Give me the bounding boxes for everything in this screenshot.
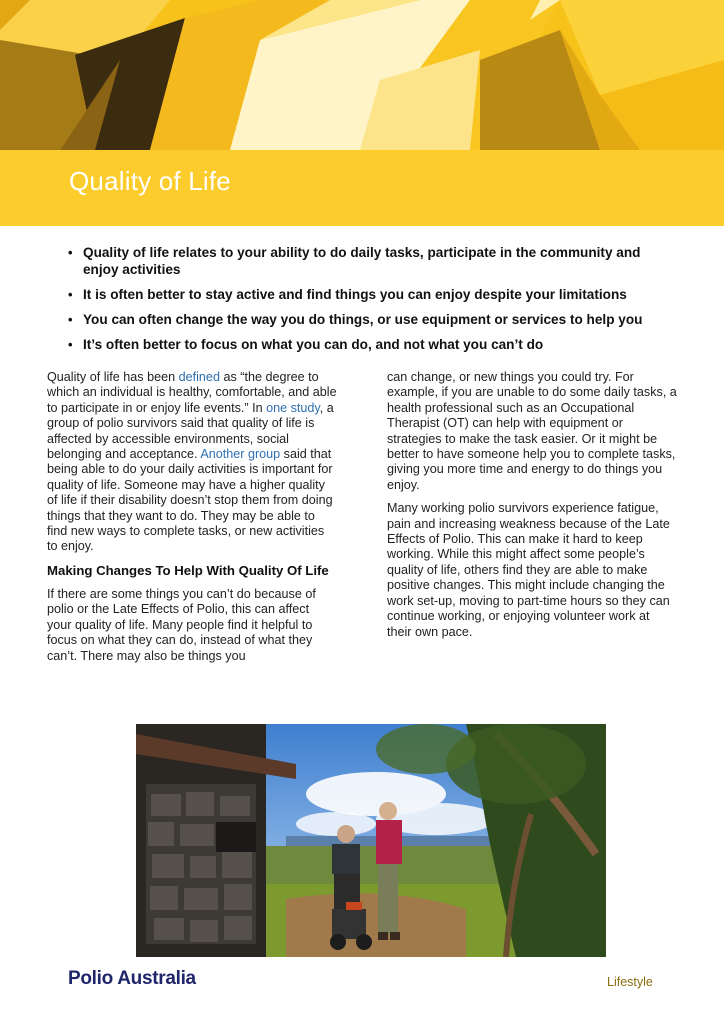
left-column (47, 370, 337, 672)
key-point (66, 311, 666, 328)
key-points-list (66, 244, 666, 361)
one-study-link[interactable]: one study (266, 400, 320, 415)
key-point-text: Quality of life relates to your ability to do daily tasks, participate in the community and enjoy activities (83, 245, 641, 277)
key-point-text: It is often better to stay active and find things you can enjoy despite your limitations (83, 287, 627, 302)
key-point-text: It’s often better to focus on what you can do, and not what you can’t do (83, 337, 544, 352)
paragraph-text: said that being able to do your daily activities is important for quality of life. Someone may have a higher quality of life if their disability doesn’t stop them from doing things that they want to do. They may be able to find new ways to complete tasks, or new activities to enjoy. (47, 447, 333, 554)
page-title: Quality of Life (69, 166, 231, 196)
photo-illustration (136, 724, 606, 957)
bullet-icon: • (68, 287, 73, 302)
paragraph-text: as “the degree to which an individual is healthy, comfortable, and able to participate in or enjoy life events.” In (47, 370, 337, 415)
intro-paragraph (47, 370, 337, 555)
logo-text: Polio Australia (68, 968, 196, 989)
title-bar (0, 150, 724, 226)
polio-australia-logo (68, 968, 196, 990)
key-point-text: You can often change the way you do things, or use equipment or services to help you (83, 312, 643, 327)
bullet-icon: • (68, 312, 73, 327)
header-banner (0, 0, 724, 150)
outdoor-photo (136, 724, 606, 957)
changes-paragraph: If there are some things you can’t do because of polio or the Late Effects of Polio, this can affect your quality of life. Many people find it helpful to focus on what they can do, instead of what they can’t. There may also be things you (47, 586, 316, 663)
section-heading: Making Changes To Help With Quality Of Life (47, 562, 329, 578)
bullet-icon: • (68, 245, 73, 260)
another-group-link[interactable]: Another group (200, 447, 281, 462)
paragraph-text: , a group of polio survivors said that quality of life is affected by accessible environments, social belonging and acceptance. (47, 400, 334, 462)
section-label: Lifestyle (607, 975, 653, 989)
right-column (387, 370, 677, 648)
key-point (66, 336, 666, 353)
changes-paragraph-continued: can change, or new things you could try. For example, if you are unable to do some daily tasks, a health professional such as an Occupational Therapist (OT) can help with equipment or strategies to make the task easier. Or it might be better to have someone help you to complete tasks, giving you more time and energy to do things you enjoy. (387, 370, 677, 492)
defined-link[interactable]: defined (178, 370, 220, 384)
bullet-icon: • (68, 337, 73, 352)
paragraph-text: Quality of life has been (47, 370, 179, 384)
key-point (66, 244, 666, 278)
geometric-banner-graphic (0, 0, 724, 150)
key-point (66, 286, 666, 303)
work-paragraph: Many working polio survivors experience fatigue, pain and increasing weakness because of the Late Effects of Polio. This can make it hard to keep working. While this might affect some people’s quality of life, others find they are able to make positive changes. This might include changing the work set-up, moving to part-time hours so they can continue working, or enjoying volunteer work at their own pace. (387, 501, 670, 639)
